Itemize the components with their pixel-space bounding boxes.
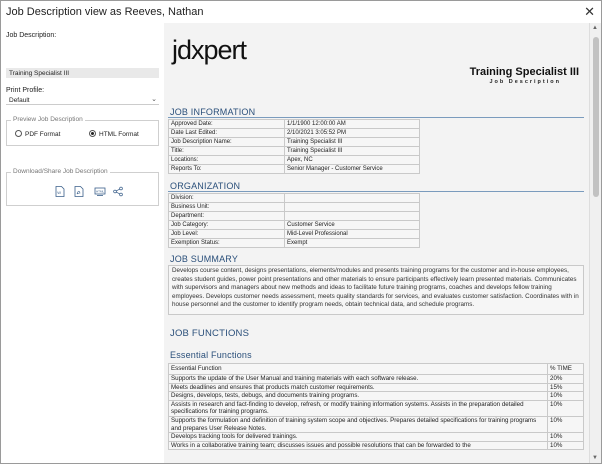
scrollbar-thumb[interactable] <box>593 37 599 197</box>
field-value: Exempt <box>285 239 420 248</box>
field-value <box>285 203 420 212</box>
close-icon[interactable]: ✕ <box>584 4 595 19</box>
scroll-down-icon[interactable]: ▼ <box>592 455 598 461</box>
field-value: Customer Service <box>285 221 420 230</box>
function-percent: 10% <box>548 441 584 450</box>
table-row <box>169 129 420 138</box>
function-percent: 10% <box>548 400 584 416</box>
field-label: Department: <box>169 212 285 221</box>
function-text: Works in a collaborative training team; discusses issues and possible resolutions that can be forwarded to the <box>169 441 548 450</box>
field-label: Job Level: <box>169 230 285 239</box>
function-percent: 20% <box>548 375 584 384</box>
function-percent: 15% <box>548 383 584 392</box>
table-row <box>169 400 584 416</box>
column-header-function: Essential Function <box>169 364 548 375</box>
pdf-icon[interactable] <box>74 186 84 197</box>
job-description-document <box>164 23 589 463</box>
function-percent: 10% <box>548 433 584 442</box>
table-row <box>169 416 584 432</box>
pdf-format-radio[interactable] <box>15 130 60 138</box>
jdxpert-logo: jdxpert <box>172 35 247 65</box>
job-information-heading: JOB INFORMATION <box>170 107 256 117</box>
function-text: Meets deadlines and ensures that products match customer requirements. <box>169 383 548 392</box>
table-row <box>169 120 420 129</box>
table-row <box>169 194 420 203</box>
document-subtitle: Job Description <box>489 79 561 85</box>
html-icon[interactable] <box>94 186 104 197</box>
options-panel <box>1 23 163 463</box>
preview-format-group <box>6 116 159 146</box>
table-row <box>169 239 420 248</box>
table-row <box>169 147 420 156</box>
function-percent: 10% <box>548 416 584 432</box>
download-icons <box>55 184 128 202</box>
word-doc-icon[interactable] <box>55 186 65 197</box>
field-value: Training Specialist III <box>285 147 420 156</box>
pdf-radio-circle[interactable] <box>15 130 22 137</box>
field-label: Approved Date: <box>169 120 285 129</box>
field-label: Reports To: <box>169 165 285 174</box>
field-value: Mid-Level Professional <box>285 230 420 239</box>
share-icon[interactable] <box>113 186 123 197</box>
field-label: Date Last Edited: <box>169 129 285 138</box>
html-format-radio[interactable] <box>89 130 139 138</box>
column-header-time: % TIME <box>548 364 584 375</box>
table-row <box>169 392 584 401</box>
function-text: Supports the update of the User Manual and training materials with each software release. <box>169 375 548 384</box>
function-text: Designs, develops, tests, debugs, and documents training programs. <box>169 392 548 401</box>
job-description-label: Job Description: <box>6 32 57 39</box>
field-value <box>285 194 420 203</box>
table-row <box>169 156 420 165</box>
table-row <box>169 221 420 230</box>
organization-heading: ORGANIZATION <box>170 181 241 191</box>
print-profile-label: Print Profile: <box>6 87 45 94</box>
download-share-group <box>6 168 159 206</box>
document-title: Training Specialist III <box>469 66 579 78</box>
field-label: Job Category: <box>169 221 285 230</box>
svg-text:HTML: HTML <box>95 189 105 194</box>
table-row <box>169 212 420 221</box>
section-divider <box>168 117 584 118</box>
job-functions-heading: JOB FUNCTIONS <box>170 328 250 339</box>
window-title: Job Description view as Reeves, Nathan <box>6 6 204 18</box>
field-value <box>285 212 420 221</box>
title-bar <box>1 1 601 23</box>
field-label: Title: <box>169 147 285 156</box>
job-information-table <box>168 119 420 174</box>
download-group-title: Download/Share Job Description <box>13 168 108 175</box>
job-summary-text: Develops course content, designs presentations, elements/modules and presents training programs for the customer and in-house employees, creates student guides, power point presentations and other materials to ensure participants effectively learn presented materials. Communicates with supervisors and managers about new methods and ideas to facilitate future training programs, coaches and develops fellow training employees. Develops customer needs assessment, meets quality standards for services, and evaluates customer satisfaction. Coordinates with in house personnel and the customer to identify program needs, obtain technical data, and schedule programs. <box>168 265 584 315</box>
table-row <box>169 203 420 212</box>
field-label: Locations: <box>169 156 285 165</box>
essential-functions-table <box>168 363 584 450</box>
table-row <box>169 230 420 239</box>
vertical-scrollbar[interactable] <box>589 23 601 463</box>
organization-table <box>168 193 420 248</box>
function-text: Supports the formulation and definition of training system scope and objectives. Prepares detailed specifications for training programs and prepares User Release Notes. <box>169 416 548 432</box>
preview-group-title: Preview Job Description <box>13 116 83 123</box>
print-profile-value: Default <box>9 97 30 104</box>
section-divider <box>168 191 584 192</box>
job-summary-heading: JOB SUMMARY <box>170 254 239 264</box>
table-row <box>169 138 420 147</box>
field-value: Senior Manager - Customer Service <box>285 165 420 174</box>
table-row <box>169 441 584 450</box>
field-value: Training Specialist III <box>285 138 420 147</box>
pdf-format-label: PDF Format <box>25 131 61 138</box>
print-profile-select[interactable] <box>6 95 159 105</box>
field-label: Job Description Name: <box>169 138 285 147</box>
html-format-label: HTML Format <box>99 131 139 138</box>
function-percent: 10% <box>548 392 584 401</box>
essential-functions-heading: Essential Functions <box>170 350 252 360</box>
function-text: Develops tracking tools for delivered trainings. <box>169 433 548 442</box>
field-value: Apex, NC <box>285 156 420 165</box>
table-row <box>169 165 420 174</box>
field-value: 2/10/2021 3:05:52 PM <box>285 129 420 138</box>
field-value: 1/1/1900 12:00:00 AM <box>285 120 420 129</box>
job-description-field: Training Specialist III <box>6 68 159 78</box>
function-text: Assists in research and fact-finding to develop, refresh, or modify training information systems. Assists in the preparation detailed specifications for training programs. <box>169 400 548 416</box>
svg-text:W: W <box>57 190 62 195</box>
html-radio-circle[interactable] <box>89 130 96 137</box>
field-label: Business Unit: <box>169 203 285 212</box>
field-label: Exemption Status: <box>169 239 285 248</box>
table-header-row <box>169 364 584 375</box>
field-label: Division: <box>169 194 285 203</box>
table-row <box>169 375 584 384</box>
table-row <box>169 383 584 392</box>
chevron-down-icon: ⌄ <box>151 96 157 103</box>
scroll-up-icon[interactable]: ▲ <box>592 25 598 31</box>
table-row <box>169 433 584 442</box>
